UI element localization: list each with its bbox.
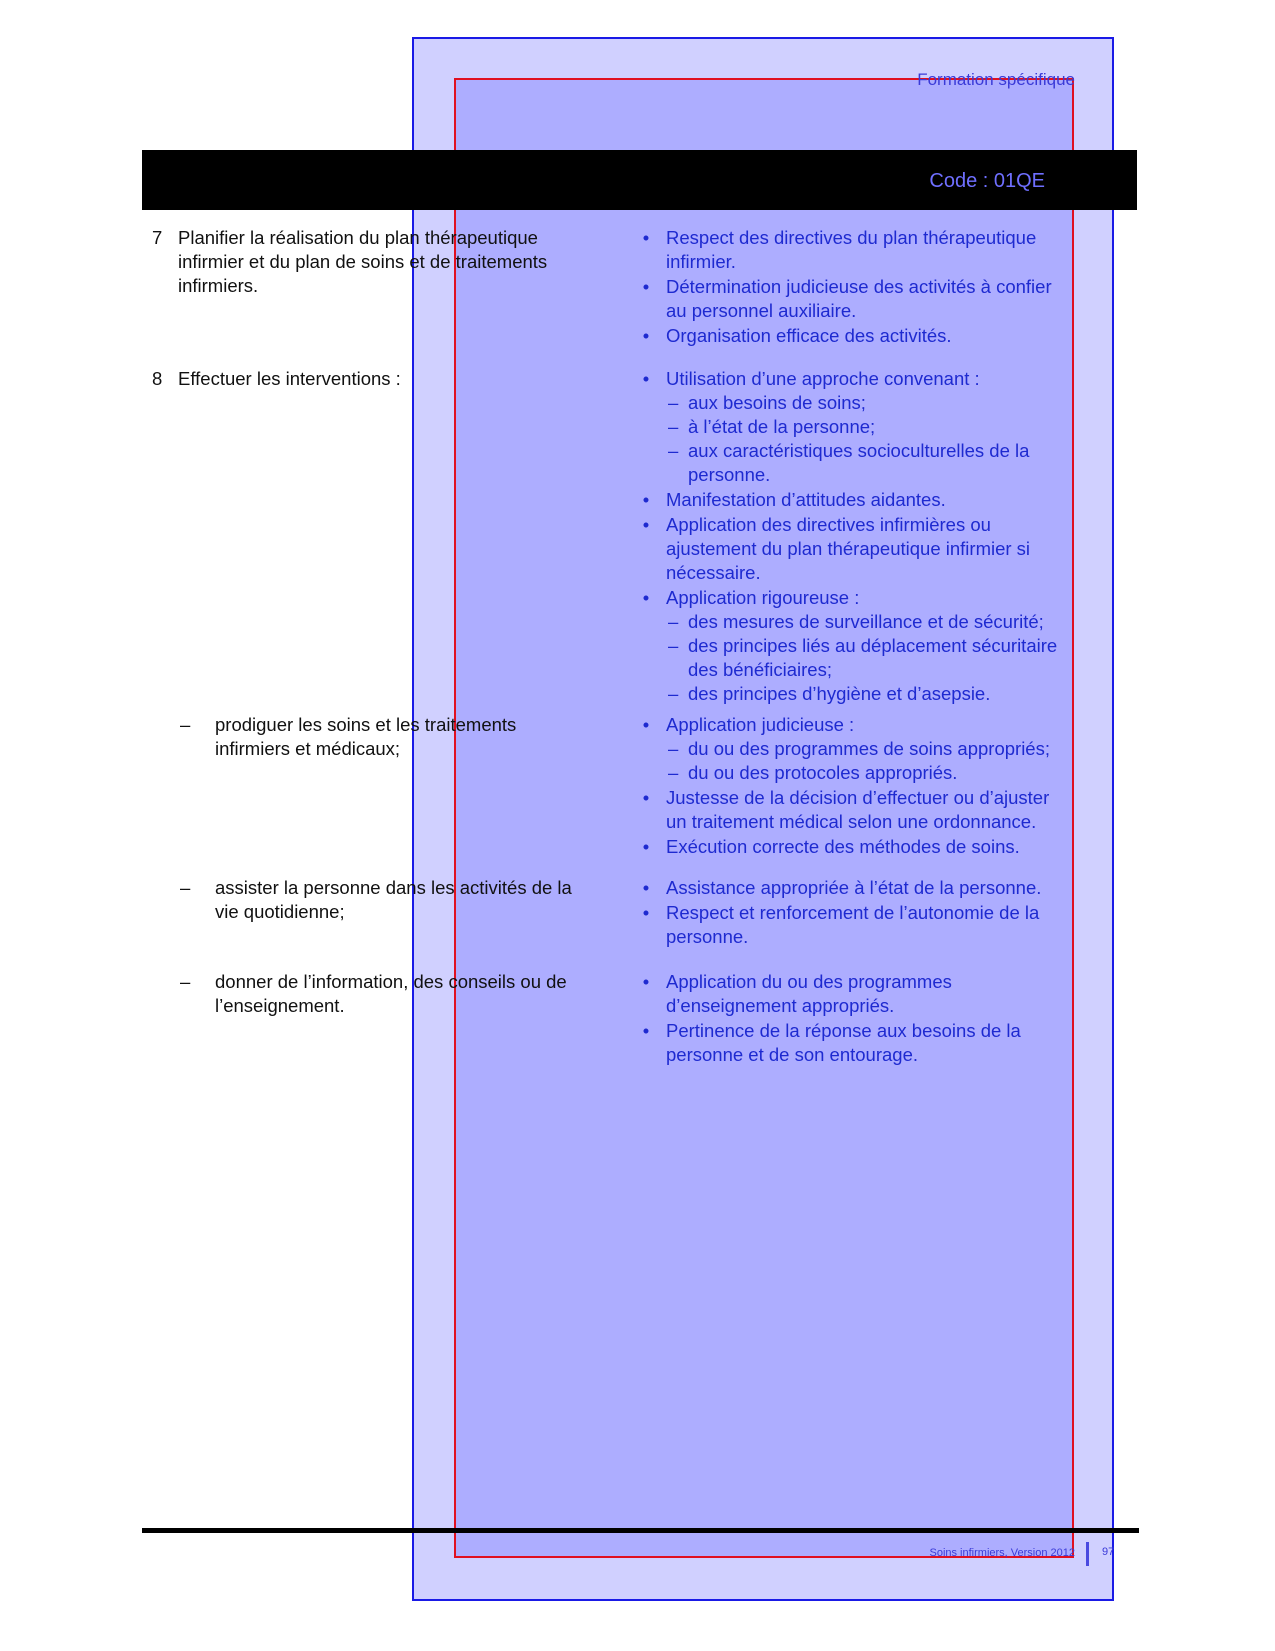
sub-criterion-line: des bénéficiaires; (688, 659, 832, 680)
criterion-line: Pertinence de la réponse aux besoins de la (666, 1020, 1021, 1041)
bullet-icon: • (642, 227, 650, 248)
element-number: 8 (152, 368, 163, 389)
sub-criterion-line: personne. (688, 464, 771, 485)
criterion-line: Application des directives infirmières ou (666, 514, 991, 535)
sub-dash-icon: – (668, 392, 679, 413)
criterion-line: Application rigoureuse : (666, 587, 860, 608)
sub-dash-icon: – (668, 683, 679, 704)
sub-criterion-line: du ou des programmes de soins appropriés; (688, 738, 1050, 759)
element-text-line: assister la personne dans les activités de la (215, 877, 572, 898)
element-text-line: infirmier et du plan de soins et de traitements (178, 251, 548, 272)
bullet-icon: • (642, 368, 650, 389)
criterion-line: infirmier. (666, 251, 736, 272)
sub-dash-icon: – (668, 440, 679, 461)
criterion-line: au personnel auxiliaire. (666, 300, 857, 321)
sub-criterion-line: aux caractéristiques socioculturelles de la (688, 440, 1030, 461)
criterion-line: Organisation efficace des activités. (666, 325, 952, 346)
element-dash: – (180, 714, 191, 735)
bullet-icon: • (642, 276, 650, 297)
element-text-line: infirmiers et médicaux; (215, 738, 401, 759)
element-text-line: vie quotidienne; (215, 901, 345, 922)
sub-criterion-line: du ou des protocoles appropriés. (688, 762, 958, 783)
sub-dash-icon: – (668, 416, 679, 437)
bullet-icon: • (642, 877, 650, 898)
criterion-line: Application judicieuse : (666, 714, 855, 735)
element-text-line: l’enseignement. (215, 995, 345, 1016)
element-text-line: donner de l’information, des conseils ou de (215, 971, 567, 992)
sub-criterion-line: des principes liés au déplacement sécuritaire (688, 635, 1058, 656)
sub-dash-icon: – (668, 738, 679, 759)
criterion-line: Application du ou des programmes (666, 971, 952, 992)
sub-criterion-line: aux besoins de soins; (688, 392, 866, 413)
criterion-line: Respect des directives du plan thérapeutique (666, 227, 1037, 248)
sub-criterion-line: à l’état de la personne; (688, 416, 876, 437)
sub-criterion-line: des principes d’hygiène et d’asepsie. (688, 683, 991, 704)
criterion-line: nécessaire. (666, 562, 761, 583)
element-text-line: Planifier la réalisation du plan thérapeutique (178, 227, 538, 248)
page-number: 97 (1102, 1546, 1115, 1558)
code-label: Code : 01QE (929, 170, 1045, 192)
bullet-icon: • (642, 787, 650, 808)
bullet-icon: • (642, 514, 650, 535)
criterion-line: Manifestation d’attitudes aidantes. (666, 489, 946, 510)
footer-rule (142, 1528, 1139, 1533)
sub-dash-icon: – (668, 762, 679, 783)
criterion-line: ajustement du plan thérapeutique infirmier si (666, 538, 1031, 559)
criterion-line: Utilisation d’une approche convenant : (666, 368, 980, 389)
bullet-icon: • (642, 902, 650, 923)
bullet-icon: • (642, 489, 650, 510)
element-number: 7 (152, 227, 163, 248)
element-text-line: prodiguer les soins et les traitements (215, 714, 517, 735)
criterion-line: d’enseignement appropriés. (666, 995, 895, 1016)
criterion-line: un traitement médical selon une ordonnance. (666, 811, 1037, 832)
bullet-icon: • (642, 714, 650, 735)
section-title: Formation spécifique (917, 70, 1075, 89)
element-dash: – (180, 971, 191, 992)
bullet-icon: • (642, 587, 650, 608)
footer-separator (1086, 1542, 1089, 1566)
criterion-line: Justesse de la décision d’effectuer ou d’ajuster (666, 787, 1050, 808)
criterion-line: personne. (666, 926, 749, 947)
sub-criterion-line: des mesures de surveillance et de sécurité; (688, 611, 1044, 632)
criterion-line: Assistance appropriée à l’état de la personne. (666, 877, 1042, 898)
bullet-icon: • (642, 971, 650, 992)
element-dash: – (180, 877, 191, 898)
criterion-line: Exécution correcte des méthodes de soins. (666, 836, 1020, 857)
criterion-line: Respect et renforcement de l’autonomie de la (666, 902, 1040, 923)
criterion-line: Détermination judicieuse des activités à confier (666, 276, 1052, 297)
element-text-line: Effectuer les interventions : (178, 368, 401, 389)
bullet-icon: • (642, 836, 650, 857)
element-text-line: infirmiers. (178, 275, 259, 296)
bullet-icon: • (642, 1020, 650, 1041)
sub-dash-icon: – (668, 635, 679, 656)
sub-dash-icon: – (668, 611, 679, 632)
criterion-line: personne et de son entourage. (666, 1044, 918, 1065)
bullet-icon: • (642, 325, 650, 346)
footer-text: Soins infirmiers, Version 2012 (929, 1547, 1075, 1559)
